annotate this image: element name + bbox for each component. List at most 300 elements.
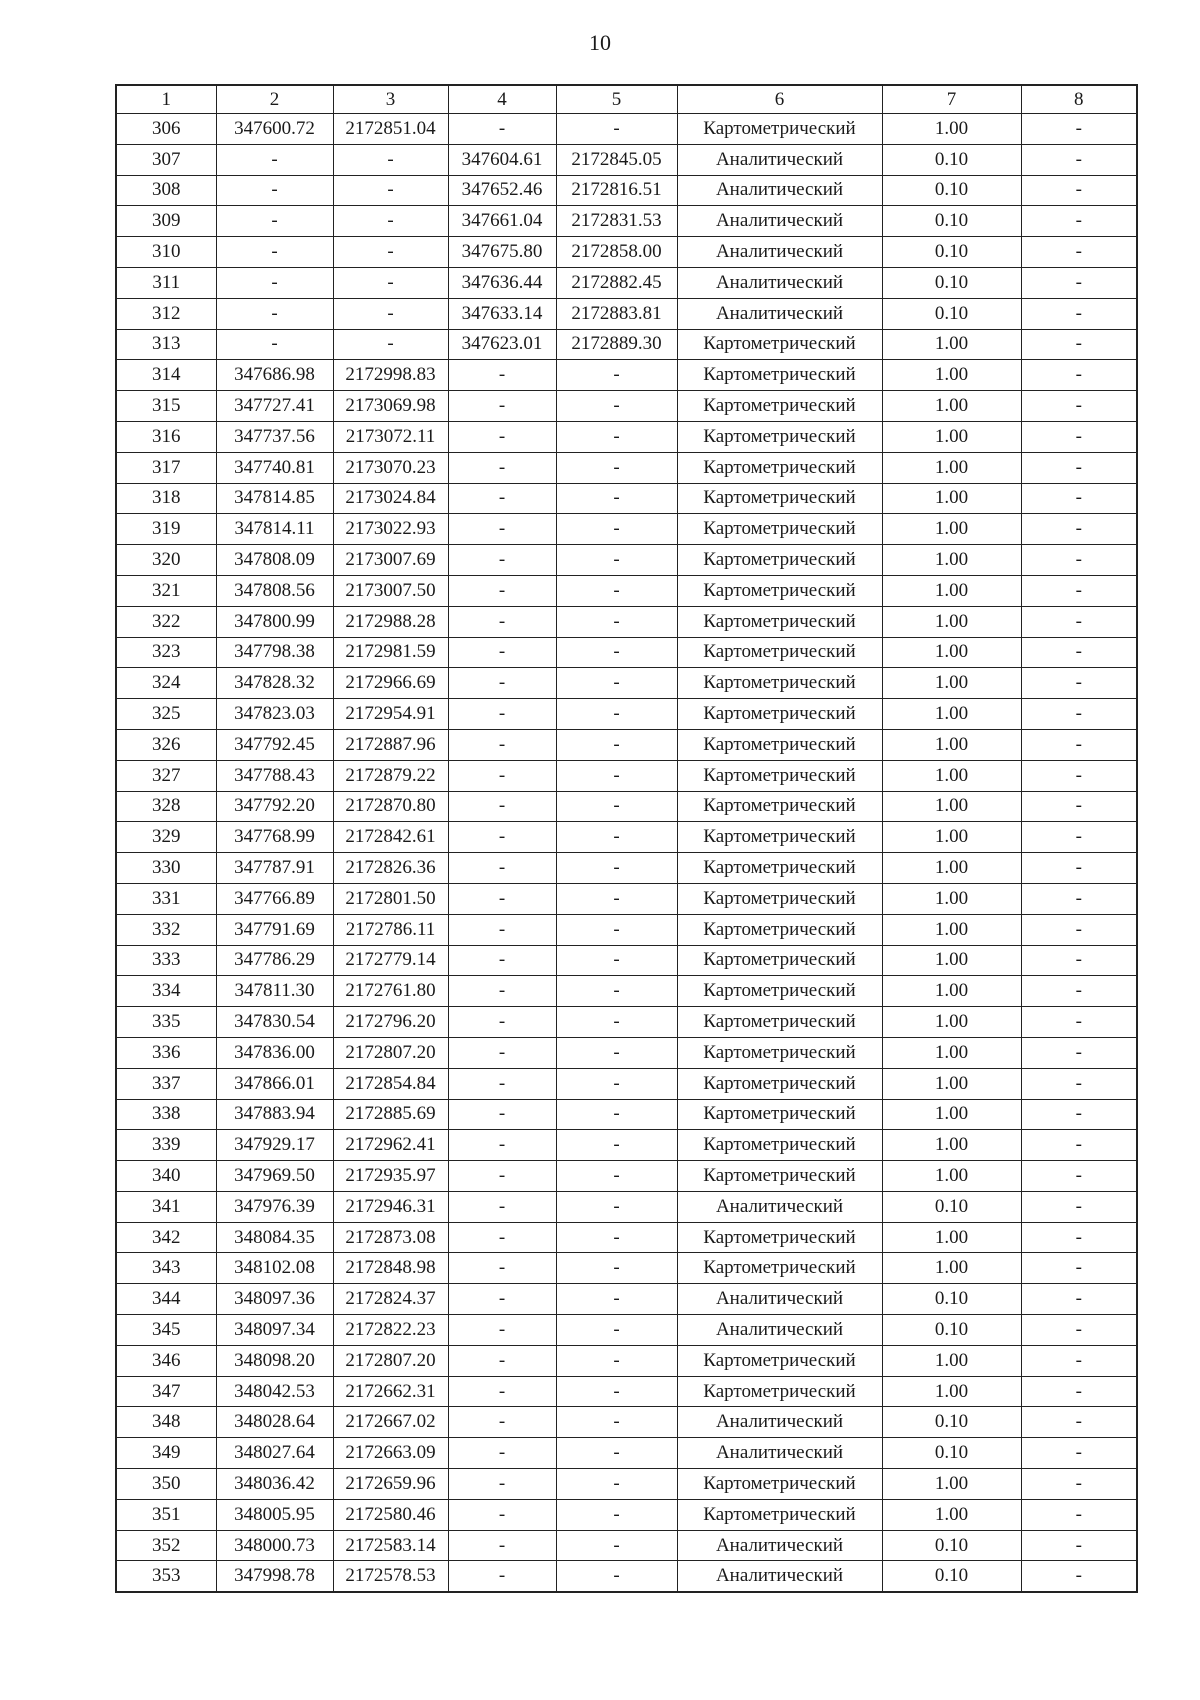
cell-accuracy: 0.10 [882,298,1021,329]
cell-accuracy: 1.00 [882,1130,1021,1161]
header-col-6: 6 [677,85,882,114]
cell-x-coordinate-alt: - [448,791,556,822]
cell-y-coordinate: 2172807.20 [333,1037,448,1068]
table-row [116,1376,1137,1407]
cell-x-coordinate-alt: 347661.04 [448,206,556,237]
table-row [116,237,1137,268]
cell-method: Картометрический [677,360,882,391]
table-row [116,267,1137,298]
table-row [116,853,1137,884]
cell-point-number: 353 [116,1561,216,1592]
cell-y-coordinate-alt: - [556,1191,677,1222]
cell-note: - [1021,452,1137,483]
cell-y-coordinate-alt: - [556,914,677,945]
cell-x-coordinate-alt: - [448,1007,556,1038]
cell-note: - [1021,1007,1137,1038]
cell-y-coordinate-alt: - [556,1407,677,1438]
cell-note: - [1021,1561,1137,1592]
cell-point-number: 350 [116,1469,216,1500]
cell-accuracy: 1.00 [882,1499,1021,1530]
cell-x-coordinate: 347823.03 [216,699,333,730]
cell-y-coordinate-alt: - [556,976,677,1007]
page-number: 10 [589,30,611,55]
cell-x-coordinate-alt: - [448,575,556,606]
cell-y-coordinate: 2173069.98 [333,391,448,422]
cell-method: Картометрический [677,1161,882,1192]
cell-note: - [1021,1068,1137,1099]
cell-note: - [1021,760,1137,791]
cell-y-coordinate-alt: - [556,545,677,576]
cell-note: - [1021,1438,1137,1469]
cell-y-coordinate-alt: - [556,791,677,822]
cell-note: - [1021,1469,1137,1500]
cell-x-coordinate-alt: - [448,514,556,545]
cell-x-coordinate: 348028.64 [216,1407,333,1438]
cell-y-coordinate-alt: 2172831.53 [556,206,677,237]
table-row [116,1099,1137,1130]
cell-x-coordinate-alt: 347636.44 [448,267,556,298]
cell-point-number: 345 [116,1315,216,1346]
cell-accuracy: 1.00 [882,360,1021,391]
cell-method: Аналитический [677,1438,882,1469]
cell-y-coordinate: 2172962.41 [333,1130,448,1161]
cell-note: - [1021,1345,1137,1376]
cell-y-coordinate: - [333,237,448,268]
cell-point-number: 306 [116,114,216,145]
cell-y-coordinate-alt: - [556,1130,677,1161]
cell-y-coordinate-alt: 2172883.81 [556,298,677,329]
cell-point-number: 326 [116,729,216,760]
cell-note: - [1021,729,1137,760]
cell-point-number: 342 [116,1222,216,1253]
cell-x-coordinate-alt: - [448,1099,556,1130]
cell-x-coordinate-alt: - [448,1469,556,1500]
table-row [116,391,1137,422]
cell-y-coordinate-alt: - [556,822,677,853]
cell-x-coordinate: 347929.17 [216,1130,333,1161]
cell-point-number: 330 [116,853,216,884]
cell-method: Картометрический [677,1068,882,1099]
cell-x-coordinate-alt: - [448,914,556,945]
cell-x-coordinate: 347836.00 [216,1037,333,1068]
cell-x-coordinate: 347828.32 [216,668,333,699]
cell-note: - [1021,1222,1137,1253]
cell-x-coordinate-alt: - [448,1253,556,1284]
cell-y-coordinate-alt: - [556,1499,677,1530]
cell-y-coordinate: 2172826.36 [333,853,448,884]
cell-y-coordinate-alt: - [556,1007,677,1038]
cell-point-number: 335 [116,1007,216,1038]
cell-y-coordinate-alt: 2172858.00 [556,237,677,268]
cell-x-coordinate-alt: - [448,1130,556,1161]
cell-note: - [1021,914,1137,945]
table-row [116,668,1137,699]
cell-point-number: 317 [116,452,216,483]
cell-y-coordinate: 2172946.31 [333,1191,448,1222]
cell-note: - [1021,606,1137,637]
table-row [116,637,1137,668]
cell-x-coordinate-alt: - [448,452,556,483]
cell-x-coordinate: 347792.20 [216,791,333,822]
cell-note: - [1021,668,1137,699]
table-row [116,1407,1137,1438]
cell-point-number: 308 [116,175,216,206]
cell-x-coordinate: - [216,267,333,298]
cell-note: - [1021,1530,1137,1561]
table-row [116,1222,1137,1253]
cell-note: - [1021,267,1137,298]
cell-y-coordinate-alt: - [556,853,677,884]
cell-accuracy: 1.00 [882,329,1021,360]
cell-y-coordinate: 2172824.37 [333,1284,448,1315]
header-col-1: 1 [116,85,216,114]
cell-x-coordinate-alt: - [448,668,556,699]
cell-y-coordinate: 2172662.31 [333,1376,448,1407]
table-row [116,1499,1137,1530]
cell-note: - [1021,144,1137,175]
cell-y-coordinate: - [333,267,448,298]
cell-x-coordinate: - [216,206,333,237]
cell-x-coordinate: 348084.35 [216,1222,333,1253]
cell-x-coordinate: 347811.30 [216,976,333,1007]
cell-y-coordinate: 2172663.09 [333,1438,448,1469]
cell-note: - [1021,483,1137,514]
cell-y-coordinate-alt: - [556,1161,677,1192]
table-header [116,85,1137,114]
cell-note: - [1021,791,1137,822]
cell-x-coordinate-alt: - [448,1376,556,1407]
table-row [116,1561,1137,1592]
cell-point-number: 313 [116,329,216,360]
cell-accuracy: 0.10 [882,144,1021,175]
cell-y-coordinate-alt: - [556,1469,677,1500]
cell-x-coordinate-alt: - [448,699,556,730]
cell-point-number: 346 [116,1345,216,1376]
cell-note: - [1021,391,1137,422]
cell-x-coordinate-alt: - [448,1068,556,1099]
cell-accuracy: 0.10 [882,237,1021,268]
cell-accuracy: 0.10 [882,1530,1021,1561]
cell-accuracy: 1.00 [882,1007,1021,1038]
cell-note: - [1021,298,1137,329]
cell-y-coordinate-alt: - [556,606,677,637]
cell-point-number: 334 [116,976,216,1007]
cell-y-coordinate: 2172667.02 [333,1407,448,1438]
cell-point-number: 320 [116,545,216,576]
cell-x-coordinate: 347686.98 [216,360,333,391]
cell-point-number: 323 [116,637,216,668]
cell-x-coordinate: 347883.94 [216,1099,333,1130]
cell-y-coordinate-alt: - [556,1222,677,1253]
cell-note: - [1021,822,1137,853]
cell-x-coordinate-alt: - [448,729,556,760]
table-row [116,699,1137,730]
cell-point-number: 307 [116,144,216,175]
cell-y-coordinate-alt: 2172816.51 [556,175,677,206]
cell-accuracy: 1.00 [882,452,1021,483]
cell-method: Картометрический [677,760,882,791]
cell-y-coordinate-alt: - [556,1037,677,1068]
cell-method: Картометрический [677,545,882,576]
cell-note: - [1021,1376,1137,1407]
cell-point-number: 318 [116,483,216,514]
cell-x-coordinate: 347788.43 [216,760,333,791]
table-row [116,545,1137,576]
cell-x-coordinate: 347787.91 [216,853,333,884]
cell-note: - [1021,1315,1137,1346]
cell-accuracy: 0.10 [882,175,1021,206]
cell-y-coordinate-alt: - [556,483,677,514]
cell-point-number: 348 [116,1407,216,1438]
cell-note: - [1021,1191,1137,1222]
cell-x-coordinate-alt: - [448,360,556,391]
table-row [116,1345,1137,1376]
cell-y-coordinate: 2172851.04 [333,114,448,145]
cell-x-coordinate-alt: 347675.80 [448,237,556,268]
cell-y-coordinate: 2173007.50 [333,575,448,606]
cell-note: - [1021,853,1137,884]
cell-x-coordinate-alt: - [448,822,556,853]
cell-y-coordinate: 2172583.14 [333,1530,448,1561]
cell-x-coordinate: 347737.56 [216,421,333,452]
cell-y-coordinate-alt: - [556,637,677,668]
table-row [116,945,1137,976]
cell-x-coordinate: 347786.29 [216,945,333,976]
cell-x-coordinate: 348097.34 [216,1315,333,1346]
cell-point-number: 319 [116,514,216,545]
cell-accuracy: 1.00 [882,760,1021,791]
cell-y-coordinate-alt: - [556,421,677,452]
cell-accuracy: 1.00 [882,391,1021,422]
cell-y-coordinate: 2172966.69 [333,668,448,699]
cell-x-coordinate: - [216,298,333,329]
cell-y-coordinate-alt: - [556,1315,677,1346]
cell-x-coordinate-alt: - [448,853,556,884]
cell-point-number: 341 [116,1191,216,1222]
cell-x-coordinate-alt: - [448,421,556,452]
cell-y-coordinate: 2172854.84 [333,1068,448,1099]
cell-y-coordinate: 2172935.97 [333,1161,448,1192]
cell-y-coordinate-alt: - [556,668,677,699]
cell-accuracy: 1.00 [882,1068,1021,1099]
table-body [116,114,1137,1593]
cell-accuracy: 0.10 [882,1407,1021,1438]
cell-y-coordinate: 2172998.83 [333,360,448,391]
cell-note: - [1021,421,1137,452]
cell-x-coordinate: 347808.09 [216,545,333,576]
cell-y-coordinate: 2172954.91 [333,699,448,730]
cell-point-number: 347 [116,1376,216,1407]
cell-x-coordinate-alt: - [448,976,556,1007]
cell-accuracy: 1.00 [882,1161,1021,1192]
cell-method: Картометрический [677,976,882,1007]
cell-x-coordinate: 347768.99 [216,822,333,853]
cell-x-coordinate: 347808.56 [216,575,333,606]
cell-accuracy: 0.10 [882,206,1021,237]
table-row [116,606,1137,637]
cell-y-coordinate: 2172779.14 [333,945,448,976]
cell-x-coordinate: 348036.42 [216,1469,333,1500]
cell-accuracy: 1.00 [882,114,1021,145]
cell-y-coordinate-alt: - [556,1438,677,1469]
cell-note: - [1021,175,1137,206]
cell-y-coordinate-alt: - [556,360,677,391]
table-row [116,976,1137,1007]
cell-method: Аналитический [677,237,882,268]
table-row [116,421,1137,452]
cell-x-coordinate: 348098.20 [216,1345,333,1376]
table-row [116,144,1137,175]
cell-y-coordinate-alt: - [556,1253,677,1284]
table-row [116,883,1137,914]
table-row [116,1469,1137,1500]
table-row [116,1068,1137,1099]
cell-method: Картометрический [677,1130,882,1161]
cell-point-number: 333 [116,945,216,976]
cell-note: - [1021,1161,1137,1192]
cell-y-coordinate-alt: - [556,1099,677,1130]
cell-y-coordinate: 2173024.84 [333,483,448,514]
cell-method: Аналитический [677,298,882,329]
cell-x-coordinate-alt: - [448,1561,556,1592]
cell-note: - [1021,699,1137,730]
cell-method: Картометрический [677,699,882,730]
cell-x-coordinate-alt: - [448,1191,556,1222]
cell-x-coordinate-alt: - [448,1161,556,1192]
cell-point-number: 338 [116,1099,216,1130]
cell-point-number: 340 [116,1161,216,1192]
cell-method: Картометрический [677,1007,882,1038]
cell-method: Аналитический [677,144,882,175]
cell-y-coordinate: - [333,298,448,329]
cell-accuracy: 1.00 [882,545,1021,576]
cell-method: Картометрический [677,729,882,760]
cell-y-coordinate-alt: - [556,1561,677,1592]
cell-y-coordinate: 2172796.20 [333,1007,448,1038]
cell-y-coordinate: 2172842.61 [333,822,448,853]
cell-x-coordinate: 347792.45 [216,729,333,760]
cell-method: Аналитический [677,206,882,237]
cell-accuracy: 0.10 [882,1438,1021,1469]
cell-accuracy: 1.00 [882,853,1021,884]
cell-y-coordinate: 2172981.59 [333,637,448,668]
cell-x-coordinate-alt: - [448,760,556,791]
cell-point-number: 344 [116,1284,216,1315]
cell-accuracy: 1.00 [882,822,1021,853]
cell-method: Картометрический [677,1345,882,1376]
cell-note: - [1021,545,1137,576]
header-col-5: 5 [556,85,677,114]
cell-accuracy: 1.00 [882,729,1021,760]
cell-point-number: 316 [116,421,216,452]
cell-x-coordinate: 347814.11 [216,514,333,545]
cell-y-coordinate-alt: 2172845.05 [556,144,677,175]
cell-method: Картометрический [677,1222,882,1253]
cell-x-coordinate: 348102.08 [216,1253,333,1284]
cell-point-number: 327 [116,760,216,791]
cell-y-coordinate: - [333,144,448,175]
cell-x-coordinate-alt: - [448,1530,556,1561]
cell-x-coordinate: 347766.89 [216,883,333,914]
table-row [116,329,1137,360]
cell-y-coordinate-alt: - [556,760,677,791]
cell-accuracy: 1.00 [882,976,1021,1007]
cell-x-coordinate: 348097.36 [216,1284,333,1315]
cell-note: - [1021,514,1137,545]
cell-x-coordinate: 347830.54 [216,1007,333,1038]
cell-method: Картометрический [677,668,882,699]
table-row [116,452,1137,483]
cell-x-coordinate-alt: 347652.46 [448,175,556,206]
table-row [116,760,1137,791]
cell-y-coordinate: 2173070.23 [333,452,448,483]
header-col-2: 2 [216,85,333,114]
cell-point-number: 329 [116,822,216,853]
header-row [116,85,1137,114]
cell-x-coordinate: 347798.38 [216,637,333,668]
cell-x-coordinate-alt: - [448,114,556,145]
table-row [116,360,1137,391]
cell-y-coordinate: 2172870.80 [333,791,448,822]
cell-point-number: 339 [116,1130,216,1161]
table-row [116,206,1137,237]
cell-x-coordinate-alt: - [448,1345,556,1376]
cell-method: Картометрический [677,914,882,945]
table-row [116,575,1137,606]
cell-note: - [1021,1130,1137,1161]
cell-note: - [1021,206,1137,237]
cell-x-coordinate-alt: - [448,1499,556,1530]
cell-x-coordinate-alt: 347633.14 [448,298,556,329]
cell-note: - [1021,114,1137,145]
cell-method: Картометрический [677,1499,882,1530]
cell-point-number: 349 [116,1438,216,1469]
cell-y-coordinate: 2172580.46 [333,1499,448,1530]
cell-method: Аналитический [677,267,882,298]
cell-accuracy: 1.00 [882,606,1021,637]
cell-point-number: 311 [116,267,216,298]
cell-note: - [1021,1499,1137,1530]
cell-x-coordinate-alt: - [448,1407,556,1438]
cell-y-coordinate-alt: - [556,729,677,760]
cell-method: Картометрический [677,514,882,545]
cell-x-coordinate: 347600.72 [216,114,333,145]
cell-method: Картометрический [677,1253,882,1284]
table-row [116,114,1137,145]
cell-x-coordinate: 348005.95 [216,1499,333,1530]
table-row [116,729,1137,760]
cell-method: Картометрический [677,483,882,514]
cell-method: Аналитический [677,1191,882,1222]
cell-y-coordinate-alt: - [556,883,677,914]
cell-x-coordinate: - [216,237,333,268]
cell-note: - [1021,1253,1137,1284]
cell-accuracy: 1.00 [882,791,1021,822]
cell-y-coordinate: 2172786.11 [333,914,448,945]
cell-x-coordinate: 347866.01 [216,1068,333,1099]
cell-x-coordinate: 347814.85 [216,483,333,514]
cell-method: Картометрический [677,391,882,422]
cell-y-coordinate: 2172659.96 [333,1469,448,1500]
cell-y-coordinate: 2172873.08 [333,1222,448,1253]
cell-method: Картометрический [677,114,882,145]
cell-y-coordinate: - [333,206,448,237]
cell-point-number: 331 [116,883,216,914]
cell-note: - [1021,1284,1137,1315]
cell-x-coordinate-alt: - [448,1037,556,1068]
cell-method: Картометрический [677,1037,882,1068]
cell-accuracy: 1.00 [882,1099,1021,1130]
